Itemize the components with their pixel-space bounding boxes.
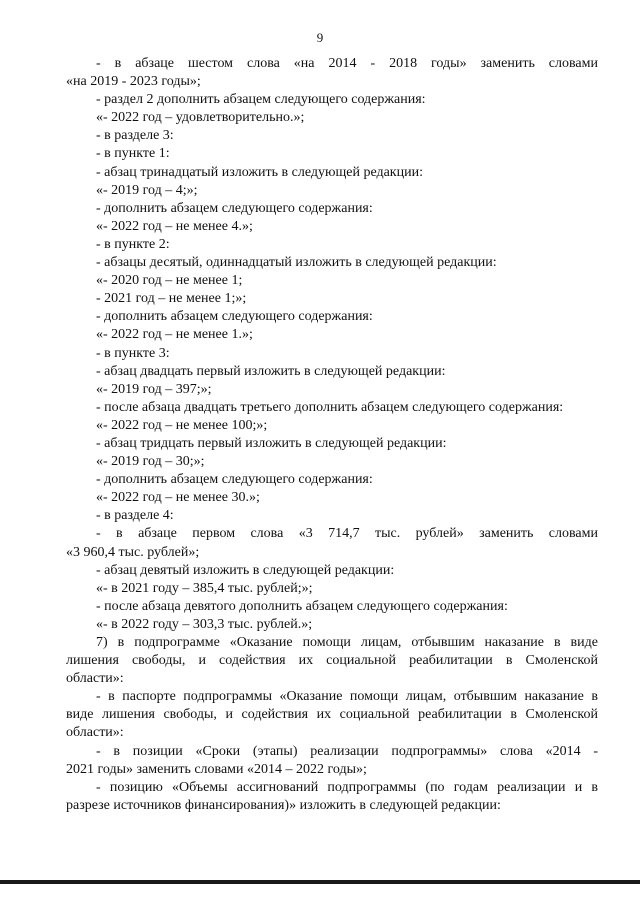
text-line: - в паспорте подпрограммы «Оказание помощи лицам, отбывшим наказание в [96, 689, 598, 705]
text-line: - абзац двадцать первый изложить в следующей редакции: [96, 363, 446, 379]
text-line: «на 2019 - 2023 годы»; [66, 74, 201, 90]
text-line: - в разделе 4: [96, 508, 174, 524]
text-line: - 2021 год – не менее 1;»; [96, 291, 247, 307]
text-line: 2021 годы» заменить словами «2014 – 2022 годы»; [66, 761, 367, 777]
text-line: - дополнить абзацем следующего содержания: [96, 200, 373, 216]
text-line: «- 2019 год – 30;»; [96, 454, 205, 470]
text-line: «- 2019 год – 4;»; [96, 182, 198, 198]
text-line: «- 2022 год – не менее 1.»; [96, 327, 253, 343]
text-line: «- 2019 год – 397;»; [96, 381, 212, 397]
text-line: области»: [66, 725, 124, 741]
text-line: области»: [66, 671, 124, 687]
text-line: виде лишения свободы, и содействия их социальной реабилитации в Смоленской [66, 707, 598, 723]
text-line: лишения свободы, и содействия их социальной реабилитации в Смоленской [66, 653, 598, 669]
text-line: - в абзаце шестом слова «на 2014 - 2018 годы» заменить словами [96, 56, 598, 71]
document-body [66, 55, 598, 815]
text-line: - после абзаца девятого дополнить абзацем следующего содержания: [96, 598, 508, 614]
text-line: - после абзаца двадцать третьего дополнить абзацем следующего содержания: [96, 399, 564, 415]
text-line: - в пункте 3: [96, 345, 170, 361]
text-line: «3 960,4 тыс. рублей»; [66, 544, 200, 560]
page-number: 9 [316, 30, 324, 45]
text-line: - абзацы десятый, одиннадцатый изложить в следующей редакции: [96, 255, 497, 271]
text-line: «- 2022 год – не менее 4.»; [96, 218, 253, 234]
text-line: - абзац тридцать первый изложить в следующей редакции: [96, 435, 447, 451]
text-line: - позицию «Объемы ассигнований подпрограммы (по годам реализации и в [96, 779, 598, 795]
bottom-rule [0, 880, 640, 884]
text-line: «- 2022 год – удовлетворительно.»; [96, 110, 305, 126]
text-line: - дополнить абзацем следующего содержания: [96, 472, 373, 488]
text-line: - абзац девятый изложить в следующей редакции: [96, 562, 395, 578]
text-line: - в разделе 3: [96, 128, 174, 144]
text-line: - в позиции «Сроки (этапы) реализации подпрограммы» слова «2014 - [96, 743, 598, 759]
text-line: - в пункте 2: [96, 236, 170, 252]
text-line: - раздел 2 дополнить абзацем следующего содержания: [96, 92, 426, 108]
text-line: - абзац тринадцатый изложить в следующей редакции: [96, 164, 423, 180]
text-line: «- 2022 год – не менее 30.»; [96, 490, 260, 506]
text-line: - в абзаце первом слова «3 714,7 тыс. рублей» заменить словами [96, 526, 598, 542]
text-line: разрезе источников финансирования)» изложить в следующей редакции: [66, 797, 501, 813]
text-line: «- 2022 год – не менее 100;»; [96, 417, 268, 433]
text-line: «- в 2021 году – 385,4 тыс. рублей;»; [96, 580, 313, 596]
text-line: «- 2020 год – не менее 1; [96, 273, 243, 289]
text-line: «- в 2022 году – 303,3 тыс. рублей.»; [96, 616, 313, 632]
text-line: - дополнить абзацем следующего содержания: [96, 309, 373, 325]
text-line: - в пункте 1: [96, 146, 170, 162]
text-line: 7) в подпрограмме «Оказание помощи лицам, отбывшим наказание в виде [96, 635, 598, 650]
